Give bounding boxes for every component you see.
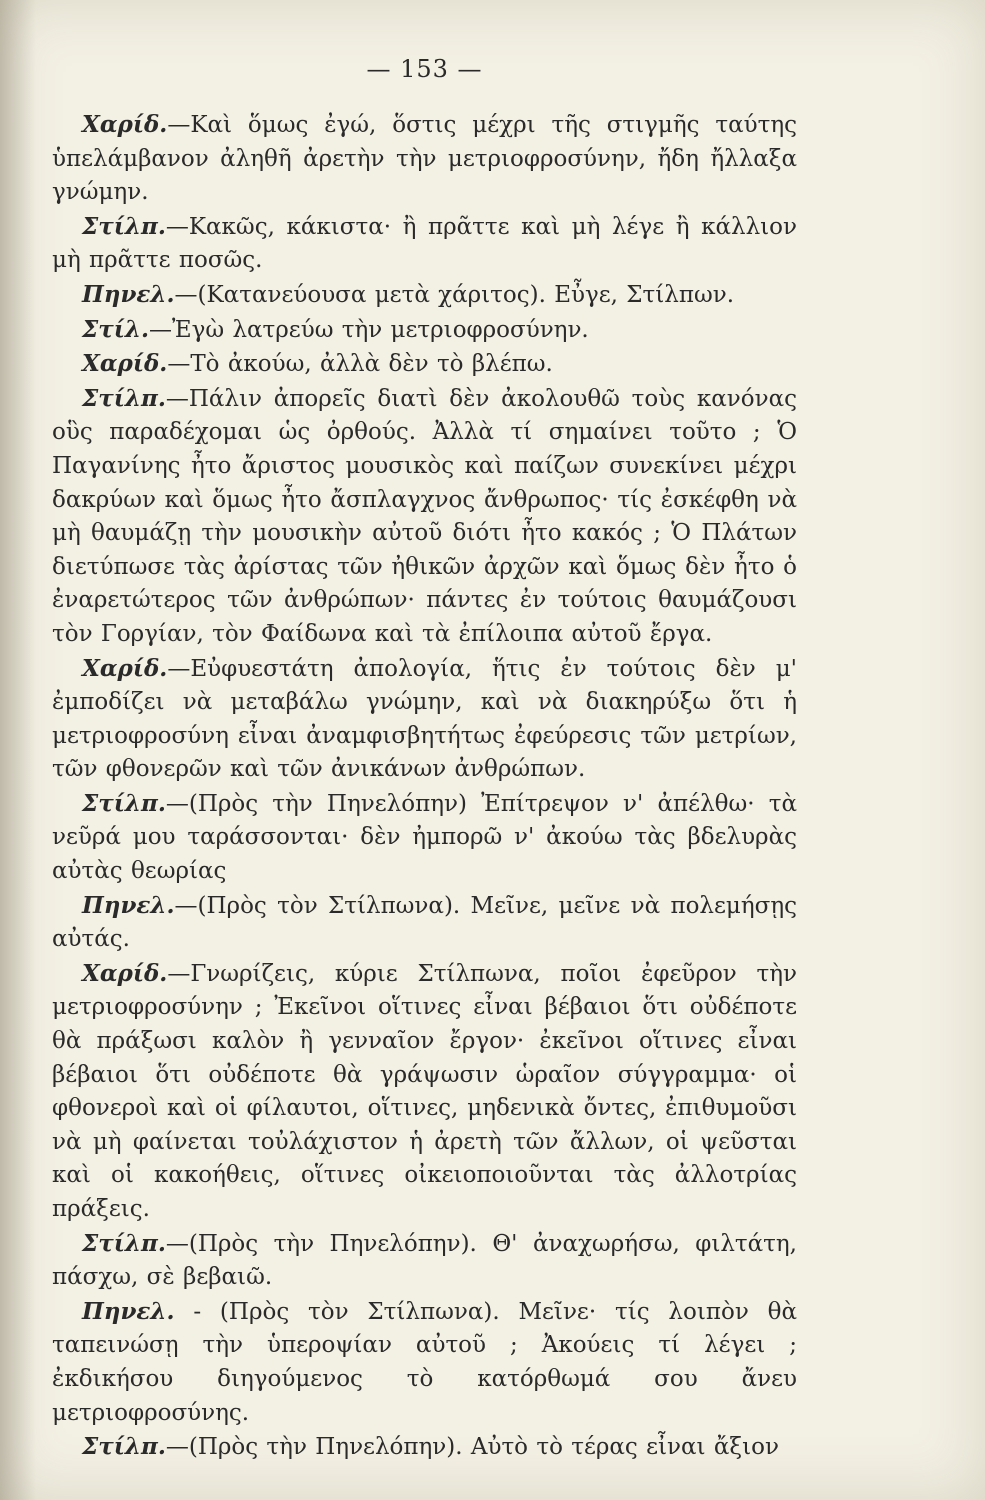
dialogue-text: —Γνωρίζεις, κύριε Στίλπωνα, ποῖοι ἐφεῦρον τὴν μετριοφροσύνην ; Ἐκεῖνοι οἵτινες εἶναι βέβαιοι ὅτι οὐδέποτε θὰ πράξωσι καλὸν ἢ γενναῖον ἔργον· ἐκεῖνοι οἵτινες εἶναι βέβαιοι ὅτι οὐδέποτε θὰ γράψωσιν ὡραῖον σύγγραμμα· οἱ φθονεροὶ καὶ οἱ φίλαυτοι, οἵτινες, μηδενικὰ ὄντες, ἐπιθυμοῦσι νὰ μὴ φαίνεται τοὐλάχιστον ἡ ἀρετὴ τῶν ἄλλων, οἱ ψεῦσται καὶ οἱ κακοήθεις, οἵτινες οἰκειοποιοῦνται τὰς ἀλλοτρίας πράξεις. <box>52 960 797 1222</box>
dialogue-text: —Τὸ ἀκούω, ἀλλὰ δὲν τὸ βλέπω. <box>167 351 553 378</box>
dialogue-text: —Πάλιν ἀπορεῖς διατὶ δὲν ἀκολουθῶ τοὺς κανόνας οὓς παραδέχομαι ὡς ὀρθούς. Ἀλλὰ τί σημαίνει τοῦτο ; Ὁ Παγανίνης ἦτο ἄριστος μουσικὸς καὶ παίζων συνεκίνει μέχρι δακρύων καὶ ὅμως ἦτο ἄσπλαγχνος ἄνθρωπος· τίς ἐσκέφθη νὰ μὴ θαυμάζῃ τὴν μουσικὴν αὐτοῦ διότι ἦτο κακός ; Ὁ Πλάτων διετύπωσε τὰς ἀρίστας τῶν ἠθικῶν ἀρχῶν καὶ ὅμως δὲν ἦτο ὁ ἐναρετώτερος τῶν ἀνθρώπων· πάντες ἐν τούτοις θαυμάζουσι τὸν Γοργίαν, τὸν Φαίδωνα καὶ τὰ ἐπίλοιπα αὐτοῦ ἔργα. <box>52 385 797 647</box>
dialogue-paragraph <box>52 957 797 1227</box>
page-number: — 153 — <box>366 55 483 83</box>
dialogue-paragraph <box>52 1295 797 1430</box>
dialogue-text: —(Κατανεύουσα μετὰ χάριτος). Εὖγε, Στίλπων. <box>174 281 735 308</box>
page-text <box>52 52 797 1465</box>
speaker-name: Στίλπ. <box>82 384 166 412</box>
dialogue-text: —Καὶ ὅμως ἐγώ, ὅστις μέχρι τῆς στιγμῆς ταύτης ὑπελάμβανον ἀληθῆ ἀρετὴν τὴν μετριοφροσύνην, ἤδη ἤλλαξα γνώμην. <box>52 112 797 206</box>
dialogue-text: —Ἐγὼ λατρεύω τὴν μετριοφροσύνην. <box>149 316 589 343</box>
speaker-name: Στίλ. <box>82 315 150 343</box>
speaker-name: Πηνελ. <box>82 1297 175 1325</box>
speaker-name: Χαρίδ. <box>82 350 168 378</box>
dialogue-paragraph <box>52 210 797 278</box>
speaker-name: Στίλπ. <box>82 1433 166 1461</box>
speaker-name: Στίλπ. <box>82 212 166 240</box>
dialogue-text: —(Πρὸς τὸν Στίλπωνα). Μεῖνε, μεῖνε νὰ πολεμήσῃς αὐτάς. <box>52 892 797 953</box>
dialogue-paragraph <box>52 108 797 210</box>
speaker-name: Πηνελ. <box>82 280 175 308</box>
dialogue-paragraph <box>52 278 797 313</box>
speaker-name: Στίλπ. <box>82 1229 166 1257</box>
speaker-name: Πηνελ. <box>82 891 175 919</box>
dialogue-text: - (Πρὸς τὸν Στίλπωνα). Μεῖνε· τίς λοιπὸν θὰ ταπεινώσῃ τὴν ὑπεροψίαν αὐτοῦ ; Ἀκούεις τί λέγει ; ἐκδικήσου διηγούμενος τὸ κατόρθωμά σου ἄνευ μετριοφροσύνης. <box>52 1298 797 1426</box>
dialogue-paragraph <box>52 382 797 652</box>
dialogue-paragraph <box>52 652 797 787</box>
dialogue-text: —(Πρὸς τὴν Πηνελόπην). Θ' ἀναχωρήσω, φιλτάτη, πάσχω, σὲ βεβαιῶ. <box>52 1230 797 1291</box>
dialogue-text: —(Πρὸς τὴν Πηνελόπην). Αὐτὸ τὸ τέρας εἶναι ἄξιον <box>165 1434 779 1461</box>
speaker-name: Χαρίδ. <box>82 959 168 987</box>
dialogue-paragraph <box>52 787 797 889</box>
dialogue-text: —Εὐφυεστάτη ἀπολογία, ἥτις ἐν τούτοις δὲν μ' ἐμποδίζει νὰ μεταβάλω γνώμην, καὶ νὰ διακηρύξω ὅτι ἡ μετριοφροσύνη εἶναι ἀναμφισβητήτως ἐφεύρεσις τῶν μετρίων, τῶν φθονερῶν καὶ τῶν ἀνικάνων ἀνθρώπων. <box>52 655 797 783</box>
dialogue-text: —Κακῶς, κάκιστα· ἢ πρᾶττε καὶ μὴ λέγε ἢ κάλλιον μὴ πρᾶττε ποσῶς. <box>52 213 797 274</box>
speaker-name: Χαρίδ. <box>82 111 168 138</box>
dialogue-text: —(Πρὸς τὴν Πηνελόπην) Ἐπίτρεψον ν' ἀπέλθω· τὰ νεῦρά μου ταράσσονται· δὲν ἠμπορῶ ν' ἀκούω τὰς βδελυρὰς αὐτὰς θεωρίας <box>52 790 797 885</box>
dialogue-paragraph <box>52 347 797 382</box>
speaker-name: Χαρίδ. <box>82 654 168 682</box>
dialogue-paragraph <box>52 313 797 348</box>
dialogue-paragraph <box>52 889 797 957</box>
speaker-name: Στίλπ. <box>82 789 166 817</box>
dialogue-paragraph <box>52 1227 797 1295</box>
dialogue-paragraph <box>52 1430 797 1465</box>
